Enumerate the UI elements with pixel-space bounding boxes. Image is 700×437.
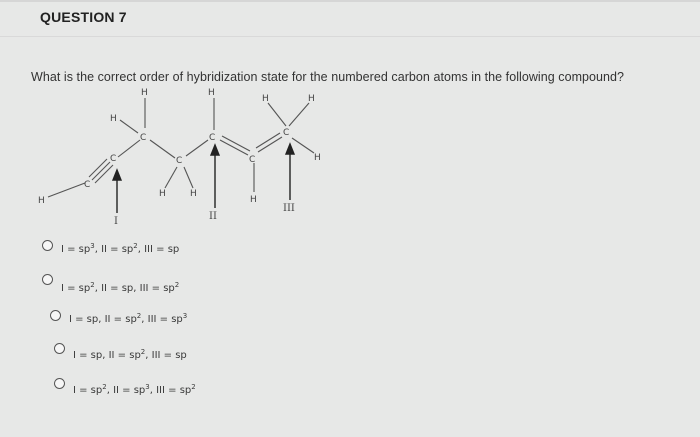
option-text: I = sp, II = $sp^2$, III = sp (73, 348, 187, 361)
radio-button[interactable] (50, 310, 61, 321)
atom-h: H (38, 196, 45, 206)
atom-h: H (110, 114, 117, 124)
carbon-label-3: III (283, 203, 295, 214)
answer-option-4[interactable] (54, 336, 187, 361)
atom-h: H (159, 189, 166, 199)
radio-button[interactable] (42, 274, 53, 285)
atom-h: H (262, 94, 269, 104)
carbon-label-2: II (209, 211, 217, 222)
radio-button[interactable] (54, 378, 65, 389)
carbon-label-1: I (114, 216, 118, 227)
atom-h: H (308, 94, 315, 104)
option-text: $I = sp^3$, II = $sp^2$, III = sp (61, 242, 180, 255)
option-text: $I = sp^2$, II = sp, III = $sp^2$ (61, 281, 180, 294)
question-text: What is the correct order of hybridization state for the numbered carbon atoms in the following compound? (31, 70, 625, 84)
answer-option-5[interactable] (54, 371, 196, 396)
answer-option-3[interactable] (50, 306, 187, 325)
atom-c: C (110, 154, 117, 164)
atom-c: C (249, 155, 256, 165)
option-text: $I = sp^2$, II = $sp^3$, III = $sp^2$ (73, 383, 196, 396)
atom-h: H (141, 88, 148, 98)
question-title: QUESTION 7 (40, 9, 127, 25)
answer-option-2[interactable] (42, 265, 179, 294)
radio-button[interactable] (42, 240, 53, 251)
atom-h: H (190, 189, 197, 199)
option-text: I = sp, II = $sp^2$, III = $sp^3$ (69, 312, 188, 325)
atom-h: H (208, 88, 215, 98)
atom-c: C (84, 180, 91, 190)
atom-c: C (283, 128, 290, 138)
radio-button[interactable] (54, 343, 65, 354)
label-arrows (113, 144, 294, 213)
atom-h: H (314, 153, 321, 163)
atom-c: C (140, 133, 147, 143)
answer-option-1[interactable] (42, 236, 179, 255)
atom-c: C (176, 156, 183, 166)
atom-h: H (250, 195, 257, 205)
atom-c: C (209, 133, 216, 143)
